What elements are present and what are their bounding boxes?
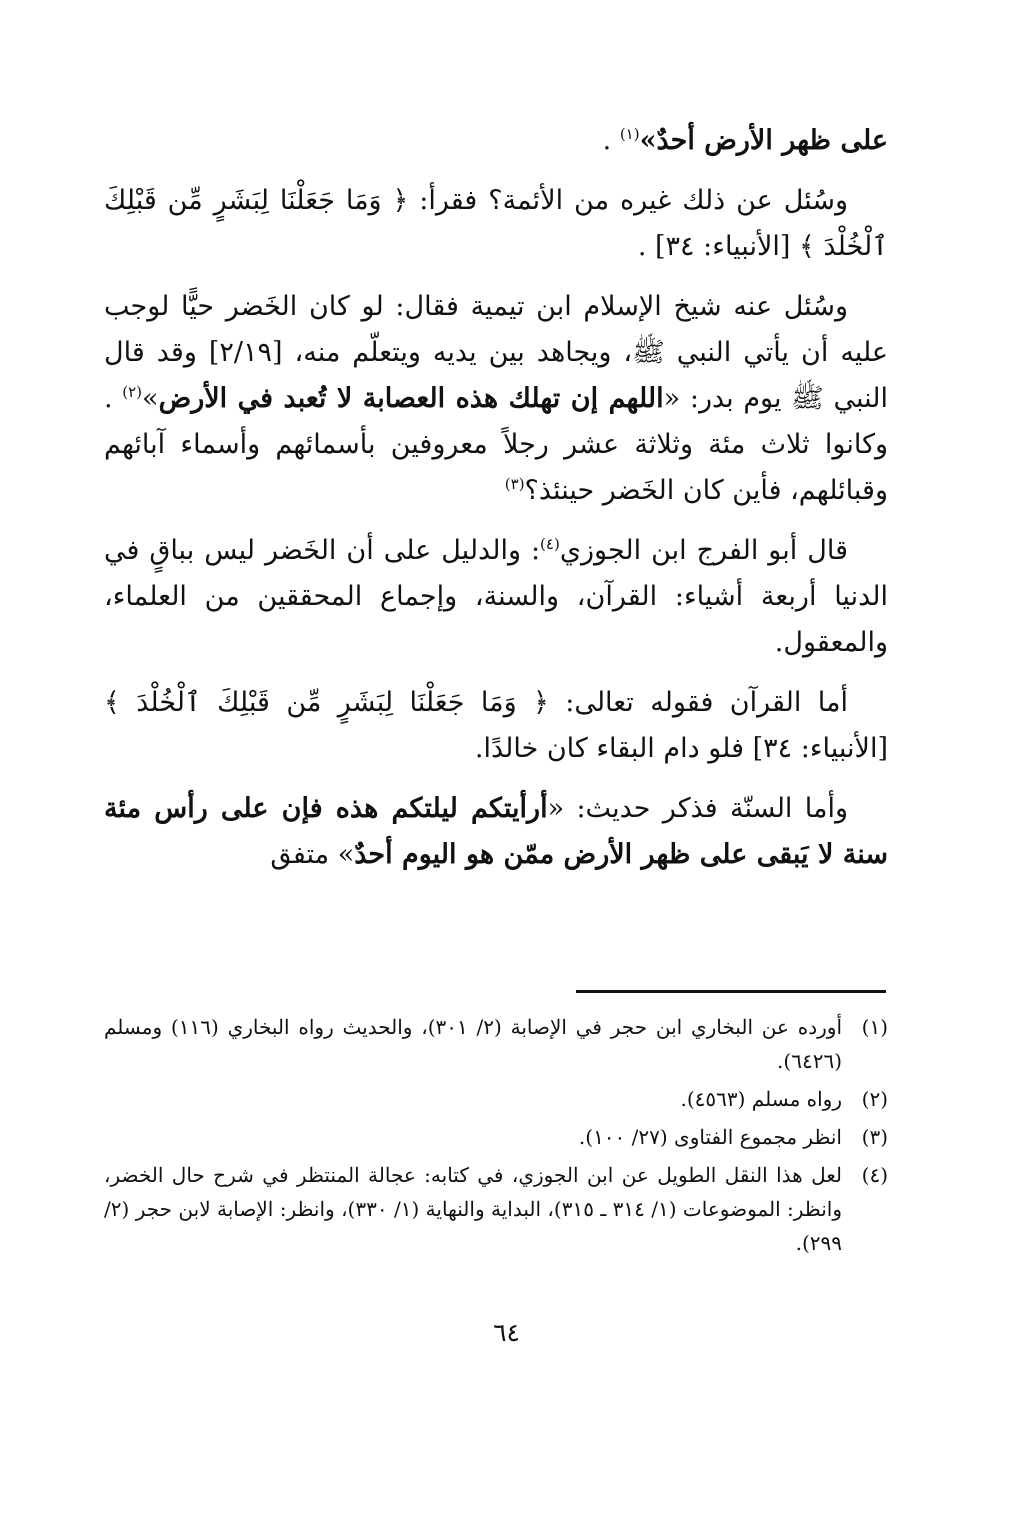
footnote-3 bbox=[104, 1120, 888, 1154]
paragraph-4 bbox=[104, 528, 888, 666]
main-text bbox=[104, 118, 888, 892]
paragraph-2 bbox=[104, 178, 888, 270]
hadith-text: أرأيتكم ليلتكم هذه فإن على رأس مئة سنة لا يَبقى على ظهر الأرض ممّن هو اليوم أحدٌ bbox=[104, 793, 888, 870]
text-segment: أما القرآن فقوله تعالى: bbox=[548, 687, 848, 718]
footnote-ref-2: (٢) bbox=[122, 383, 143, 401]
footnote-number: (٣) bbox=[861, 1125, 888, 1149]
hadith-end-text: على ظهر الأرض أحدٌ» bbox=[639, 125, 888, 156]
footnote-number: (١) bbox=[861, 1015, 888, 1039]
footnote-ref-1: (١) bbox=[619, 125, 640, 143]
paragraph-5 bbox=[104, 680, 888, 772]
text-segment: . bbox=[602, 125, 620, 156]
paragraph-3 bbox=[104, 284, 888, 514]
text-segment: قال أبو الفرج ابن الجوزي bbox=[559, 535, 848, 566]
footnote-2 bbox=[104, 1082, 888, 1116]
text-segment: » bbox=[142, 383, 159, 414]
text-segment: وسُئل عن ذلك غيره من الأئمة؟ فقرأ: bbox=[408, 185, 848, 216]
footnotes bbox=[104, 1010, 888, 1264]
quran-verse: ﴿ وَمَا جَعَلْنَا لِبَشَرٍ مِّن قَبْلِكَ ٱلْخُلْدَ ﴾ bbox=[104, 185, 888, 262]
text-segment: [الأنبياء: ٣٤] . bbox=[637, 231, 799, 262]
text-segment: [الأنبياء: ٣٤] فلو دام البقاء كان خالدًا. bbox=[474, 733, 888, 764]
footnote-separator bbox=[576, 990, 886, 993]
footnote-text: انظر مجموع الفتاوى (٢٧/ ١٠٠). bbox=[578, 1125, 842, 1149]
footnote-ref-4: (٤) bbox=[540, 535, 560, 553]
footnote-text: رواه مسلم (٤٥٦٣). bbox=[680, 1087, 842, 1111]
text-segment: : والدليل على أن الخَضر ليس بباقٍ في الدنيا أربعة أشياء: القرآن، والسنة، وإجماع المحققين من العلماء، والمعقول. bbox=[104, 535, 888, 658]
text-segment: » متفق bbox=[270, 839, 355, 870]
paragraph-6 bbox=[104, 786, 888, 878]
page-number: ٦٤ bbox=[493, 1318, 520, 1347]
footnote-ref-3: (٣) bbox=[504, 475, 525, 493]
footnote-1 bbox=[104, 1010, 888, 1078]
footnote-number: (٢) bbox=[861, 1087, 888, 1111]
text-segment: . وكانوا ثلاث مئة وثلاثة عشر رجلاً معروفين بأسمائهم وأسماء آبائهم وقبائلهم، فأين كان الخَضر حينئذ؟ bbox=[104, 383, 888, 506]
text-segment: وسُئل عنه شيخ الإسلام ابن تيمية فقال: لو كان الخَضر حيًّا لوجب عليه أن يأتي النبي ﷺ، ويجاهد بين يديه ويتعلّم منه، [٢/١٩] وقد قال النبي ﷺ يوم بدر: « bbox=[104, 291, 888, 414]
paragraph-1 bbox=[104, 118, 888, 164]
footnote-text: لعل هذا النقل الطويل عن ابن الجوزي، في كتابه: عجالة المنتظر في شرح حال الخضر، وانظر: الموضوعات (١/ ٣١٤ ـ ٣١٥)، البداية والنهاية (١/ ٣٣٠)، وانظر: الإصابة لابن حجر (٢/ ٢٩٩). bbox=[104, 1163, 842, 1255]
footnote-number: (٤) bbox=[861, 1163, 888, 1187]
hadith-text: اللهم إن تهلك هذه العصابة لا تُعبد في الأرض bbox=[158, 383, 664, 414]
quran-verse: ﴿ وَمَا جَعَلْنَا لِبَشَرٍ مِّن قَبْلِكَ ٱلْخُلْدَ ﴾ bbox=[104, 687, 549, 718]
text-segment: وأما السنّة فذكر حديث: « bbox=[547, 793, 848, 824]
footnote-4 bbox=[104, 1158, 888, 1260]
footnote-text: أورده عن البخاري ابن حجر في الإصابة (٢/ ٣٠١)، والحديث رواه البخاري (١١٦) ومسلم (٦٤٢٦). bbox=[104, 1015, 842, 1073]
